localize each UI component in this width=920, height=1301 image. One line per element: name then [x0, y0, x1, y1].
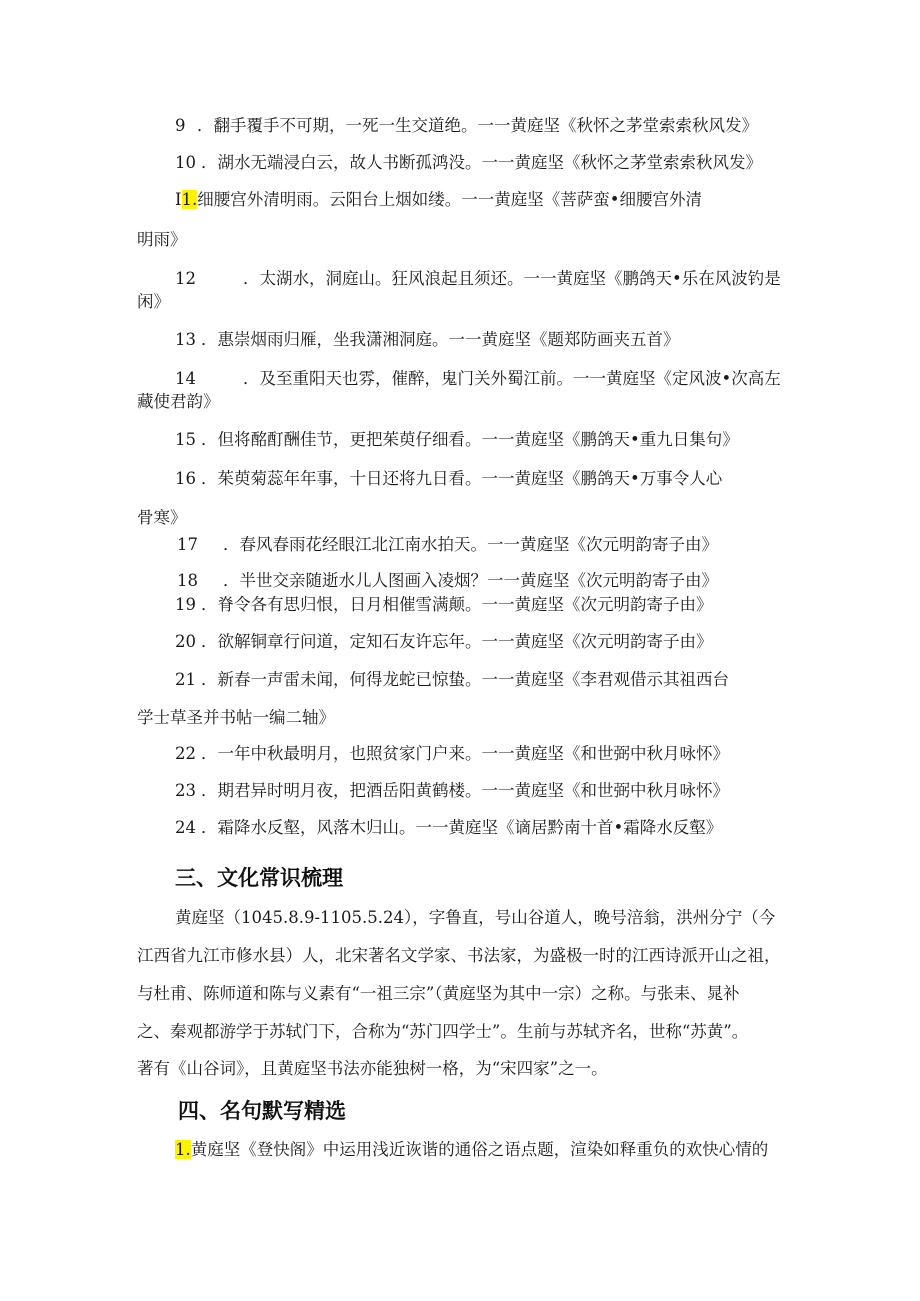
item-number-highlight: 1. — [181, 190, 198, 209]
list-item-13 — [175, 329, 680, 351]
list-item-15 — [175, 429, 739, 451]
item-text: ．茱萸菊蕊年年事，十日还将九日看。一一黄庭坚《鹏鸽天•万事令人心 — [201, 469, 723, 488]
item-number: 19 — [175, 595, 196, 614]
paragraph-line: 著有《山谷词》，且黄庭坚书法亦能独树一格，为“宋四家”之一。 — [137, 1059, 608, 1078]
item-number: 16 — [175, 469, 196, 488]
list-item-16-continuation: 骨寒》 — [137, 508, 187, 527]
list-item-12-continuation: 闲》 — [137, 292, 170, 311]
item-text: ．半世交亲随逝水儿人图画入凌烟？一一黄庭坚《次元明韵寄子由》 — [223, 571, 718, 590]
item-text: ．霜降水反壑，风落木归山。一一黄庭坚《谪居黔南十首•霜降水反壑》 — [201, 818, 723, 837]
item-text: ．一年中秋最明月，也照贫家门户来。一一黄庭坚《和世弼中秋月咏怀》 — [201, 744, 729, 763]
item-text: ．春风春雨花经眼江北江南水拍天。一一黄庭坚《次元明韵寄子由》 — [223, 535, 718, 554]
list-item-10 — [175, 152, 762, 174]
item-number: 20 — [175, 632, 196, 651]
item-text: ．翻手覆手不可期，一死一生交道绝。一一黄庭坚《秋怀之茅堂索索秋风发》 — [197, 116, 758, 135]
list-item-24 — [175, 817, 722, 839]
item-number: 10 — [175, 153, 196, 172]
item-text: 黄庭坚《登快阁》中运用浅近诙谐的通俗之语点题，渲染如释重负的欢快心情的 — [190, 1140, 769, 1159]
item-text: ．及至重阳天也雰，催醉，鬼门关外蜀江前。一一黄庭坚《定风波•次高左 — [243, 369, 781, 388]
item-number: 24 — [175, 818, 196, 837]
list-item-19 — [175, 594, 713, 616]
list-item-22 — [175, 743, 729, 765]
item-number: 17 — [177, 535, 198, 554]
list-item-17 — [177, 534, 718, 556]
list-item-14-continuation: 藏使君韵》 — [137, 392, 220, 411]
item-number: 15 — [175, 430, 196, 449]
list-item-20 — [175, 631, 713, 653]
list-item-11-continuation: 明雨》 — [137, 230, 187, 249]
item-text: ．太湖水，洞庭山。狂风浪起且须还。一一黄庭坚《鹏鸽天•乐在风波钓是 — [243, 269, 781, 288]
item-text: 细腰宫外清明雨。云阳台上烟如缕。一一黄庭坚《菩萨蛮•细腰宫外清 — [197, 190, 703, 209]
item-number: 21 — [175, 670, 196, 689]
list-item-21-continuation: 学士草圣并书帖一编二轴》 — [137, 708, 335, 727]
paragraph-line: 黄庭坚（1045.8.9-1105.5.24），字鲁直，号山谷道人，晚号涪翁，洪州分宁（今 — [175, 908, 776, 927]
item-number: 13 — [175, 330, 196, 349]
item-number-prefix: I — [175, 190, 182, 209]
list-item-14 — [175, 368, 781, 390]
item-number: 23 — [175, 781, 196, 800]
item-text: ．惠崇烟雨归雁，坐我潇湘洞庭。一一黄庭坚《题郑防画夹五首》 — [201, 330, 680, 349]
paragraph-line: 之、秦观都游学于苏轼门下，合称为“苏门四学士”。生前与苏轼齐名，世称“苏黄”。 — [137, 1022, 749, 1041]
item-text: ．新春一声雷未闻，何得龙蛇已惊蛰。一一黄庭坚《李君观借示其祖西台 — [201, 670, 729, 689]
item-text: ．湖水无端浸白云，故人书断孤鸿没。一一黄庭坚《秋怀之茅堂索索秋风发》 — [201, 153, 762, 172]
item-text: ．但将酩酊酬佳节，更把茱萸仔细看。一一黄庭坚《鹏鸽天•重九日集句》 — [201, 430, 739, 449]
item-text: ．欲解铜章行问道，定知石友许忘年。一一黄庭坚《次元明韵寄子由》 — [201, 632, 713, 651]
list-item-11 — [175, 189, 702, 211]
item-text: ．期君异时明月夜，把酒岳阳黄鹤楼。一一黄庭坚《和世弼中秋月咏怀》 — [201, 781, 729, 800]
list-item-21 — [175, 669, 729, 691]
question-item-1 — [175, 1139, 768, 1161]
list-item-9 — [175, 115, 758, 137]
item-number: 14 — [175, 369, 196, 388]
item-number: 22 — [175, 744, 196, 763]
paragraph-line: 江西省九江市修水县）人，北宋著名文学家、书法家，为盛极一时的江西诗派开山之祖， — [137, 946, 781, 965]
list-item-23 — [175, 780, 729, 802]
item-number: 18 — [177, 571, 198, 590]
section-3-heading: 三、文化常识梳理 — [175, 866, 343, 890]
list-item-12 — [175, 268, 781, 290]
item-number: 9 — [175, 116, 186, 135]
list-item-18 — [177, 570, 718, 592]
section-4-heading: 四、名句默写精选 — [178, 1099, 346, 1123]
item-number-highlight: 1. — [175, 1140, 191, 1159]
list-item-16 — [175, 468, 722, 490]
item-number: 12 — [175, 269, 196, 288]
item-text: ．脊令各有思归恨，日月相催雪满颠。一一黄庭坚《次元明韵寄子由》 — [201, 595, 713, 614]
paragraph-line: 与杜甫、陈师道和陈与义素有“一祖三宗”（黄庭坚为其中一宗）之称。与张耒、晁补 — [137, 984, 740, 1003]
